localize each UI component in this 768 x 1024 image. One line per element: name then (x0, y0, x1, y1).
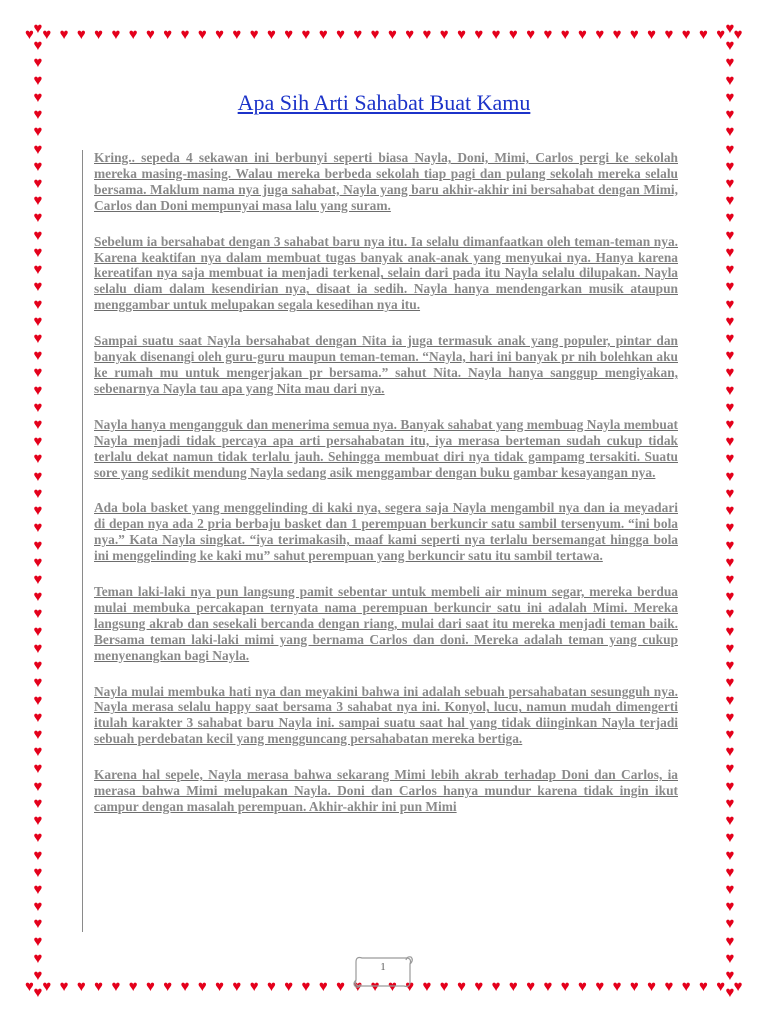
paragraph: Sebelum ia bersahabat dengan 3 sahabat baru nya itu. Ia selalu dimanfaatkan oleh teman-teman nya. Karena keaktifan nya dalam membuat tugas banyak anak-anak yang menyukai nya. Hanya karena kereatifan nya saja membuat ia menjadi terkenal, selain dari pada itu Nayla selalu dilupakan. Nayla selalu diam dalam kesendirian nya, disaat ia sedih. Nayla hanya mendengarkan musik ataupun menggambar untuk melupakan segala kesedihan nya itu. (94, 233, 678, 313)
paragraph: Ada bola basket yang menggelinding di kaki nya, segera saja Nayla mengambil nya dan ia meyadari di depan nya ada 2 pria berbaju basket dan 1 perempuan berkuncir satu sambil tersenyum. “ini bola nya.” Kata Nayla singkat. “iya terimakasih, maaf kami seperti nya terlalu bersemangat hingga bola ini menggelinding ke kaki mu” sahut perempuan yang berkuncir satu itu sambil tertawa. (94, 500, 678, 564)
heart-icon: ♥ (33, 434, 43, 451)
heart-icon: ♥ (405, 979, 415, 995)
heart-icon: ♥ (33, 899, 43, 916)
heart-icon: ♥ (336, 979, 346, 995)
heart-icon: ♥ (301, 27, 311, 43)
story-body (82, 150, 678, 932)
heart-icon: ♥ (33, 365, 43, 382)
heart-icon: ♥ (612, 979, 622, 995)
heart-icon: ♥ (725, 468, 735, 485)
heart-icon: ♥ (716, 27, 726, 43)
heart-icon: ♥ (33, 72, 43, 89)
heart-icon: ♥ (629, 27, 639, 43)
heart-icon: ♥ (249, 27, 259, 43)
heart-icon: ♥ (474, 979, 484, 995)
heart-icon: ♥ (578, 979, 587, 995)
heart-icon: ♥ (725, 21, 735, 37)
heart-icon: ♥ (560, 979, 570, 995)
heart-icon: ♥ (725, 348, 735, 365)
heart-icon: ♥ (318, 979, 328, 995)
heart-icon: ♥ (33, 227, 43, 244)
heart-icon: ♥ (33, 589, 43, 606)
heart-icon: ♥ (647, 27, 657, 43)
heart-icon: ♥ (163, 979, 173, 995)
heart-icon: ♥ (59, 27, 69, 43)
heart-icon: ♥ (33, 761, 43, 778)
heart-icon: ♥ (526, 27, 536, 43)
heart-icon: ♥ (33, 572, 43, 588)
heart-icon: ♥ (595, 27, 605, 43)
heart-icon: ♥ (725, 589, 735, 606)
heart-icon: ♥ (284, 979, 294, 995)
heart-icon: ♥ (699, 979, 708, 995)
heart-icon: ♥ (301, 979, 311, 995)
heart-icon: ♥ (725, 262, 735, 279)
heart-icon: ♥ (595, 979, 605, 995)
heart-icon: ♥ (725, 227, 735, 244)
heart-icon: ♥ (33, 830, 43, 847)
heart-icon: ♥ (725, 244, 735, 261)
heart-border-right (722, 22, 738, 1002)
heart-icon: ♥ (33, 658, 43, 675)
heart-icon: ♥ (725, 107, 735, 124)
heart-icon: ♥ (725, 899, 735, 916)
heart-icon: ♥ (422, 979, 432, 995)
heart-icon: ♥ (33, 158, 43, 175)
heart-icon: ♥ (33, 21, 43, 37)
heart-icon: ♥ (33, 985, 43, 1002)
heart-icon: ♥ (725, 761, 735, 778)
heart-icon: ♥ (33, 296, 43, 313)
heart-icon: ♥ (215, 979, 225, 995)
heart-icon: ♥ (725, 813, 735, 830)
heart-icon: ♥ (146, 979, 155, 995)
heart-icon: ♥ (33, 933, 43, 950)
heart-icon: ♥ (725, 382, 735, 399)
heart-icon: ♥ (33, 864, 43, 881)
heart-icon: ♥ (33, 175, 43, 192)
heart-icon: ♥ (25, 979, 34, 995)
heart-icon: ♥ (725, 124, 735, 141)
heart-icon: ♥ (33, 210, 43, 227)
heart-icon: ♥ (725, 434, 735, 451)
heart-icon: ♥ (725, 89, 735, 106)
heart-icon: ♥ (725, 365, 735, 382)
heart-icon: ♥ (25, 27, 34, 43)
heart-icon: ♥ (33, 89, 43, 106)
heart-icon: ♥ (33, 692, 43, 709)
heart-icon: ♥ (128, 27, 138, 43)
heart-icon: ♥ (439, 27, 449, 43)
heart-icon: ♥ (725, 417, 735, 434)
heart-icon: ♥ (725, 744, 735, 761)
heart-icon: ♥ (387, 27, 397, 43)
heart-icon: ♥ (336, 27, 346, 43)
paragraph: Teman laki-laki nya pun langsung pamit sebentar untuk membeli air minum segar, mereka berdua mulai membuka percakapan ternyata nama perempuan berkuncir satu ini adalah Mimi. Mereka langsung akrab dan sesekali bercanda dengan riang, mulai dari saat itu mereka menjadi teman baik. Bersama teman laki-laki mimi yang bernama Carlos dan doni. Mereka adalah teman yang cukup menyenangkan bagi Nayla. (94, 584, 678, 663)
heart-icon: ♥ (111, 27, 121, 43)
heart-icon: ♥ (370, 979, 380, 995)
heart-icon: ♥ (457, 27, 466, 43)
heart-icon: ♥ (491, 27, 501, 43)
heart-icon: ♥ (33, 726, 43, 743)
heart-icon: ♥ (526, 979, 536, 995)
heart-icon: ♥ (508, 979, 518, 995)
heart-icon: ♥ (725, 830, 735, 847)
heart-icon: ♥ (353, 27, 363, 43)
heart-icon: ♥ (33, 141, 43, 158)
heart-icon: ♥ (629, 979, 639, 995)
heart-icon: ♥ (33, 279, 43, 296)
heart-icon: ♥ (180, 979, 190, 995)
heart-icon: ♥ (94, 979, 104, 995)
heart-icon: ♥ (33, 813, 43, 830)
paragraph: Nayla hanya mengangguk dan menerima semua nya. Banyak sahabat yang membuag Nayla membuat Nayla menjadi tidak percaya apa arti persahabatan itu, iya merasa berteman sudah cukup tidak terlalu dekat namun tidak terlalu jauh. Sehingga membuat diri nya tidak gampamg tersakiti. Suatu sore yang sedikit mendung Nayla sedang asik menggambar dengan buku gambar kesayangan nya. (94, 416, 678, 480)
heart-icon: ♥ (647, 979, 657, 995)
heart-icon: ♥ (405, 27, 415, 43)
heart-icon: ♥ (725, 158, 735, 175)
heart-icon: ♥ (681, 979, 691, 995)
heart-icon: ♥ (33, 107, 43, 124)
heart-icon: ♥ (215, 27, 225, 43)
heart-icon: ♥ (197, 27, 207, 43)
heart-icon: ♥ (725, 606, 735, 623)
heart-icon: ♥ (33, 520, 43, 537)
heart-icon: ♥ (725, 279, 735, 296)
heart-icon: ♥ (33, 881, 43, 898)
heart-icon: ♥ (59, 979, 69, 995)
heart-icon: ♥ (725, 847, 735, 864)
heart-icon: ♥ (33, 244, 43, 261)
heart-icon: ♥ (733, 979, 743, 995)
heart-icon: ♥ (33, 55, 43, 72)
heart-icon: ♥ (725, 38, 735, 55)
heart-icon: ♥ (716, 979, 726, 995)
heart-icon: ♥ (725, 950, 735, 967)
heart-icon: ♥ (491, 979, 501, 995)
heart-icon: ♥ (725, 658, 735, 675)
heart-icon: ♥ (725, 968, 735, 985)
heart-icon: ♥ (33, 382, 43, 399)
heart-icon: ♥ (612, 27, 622, 43)
heart-border-left (30, 22, 46, 1002)
heart-icon: ♥ (42, 27, 52, 43)
heart-icon: ♥ (197, 979, 207, 995)
heart-icon: ♥ (681, 27, 691, 43)
heart-icon: ♥ (180, 27, 190, 43)
heart-icon: ♥ (33, 313, 43, 330)
heart-icon: ♥ (725, 193, 735, 210)
heart-icon: ♥ (33, 485, 43, 502)
heart-icon: ♥ (725, 640, 735, 657)
heart-icon: ♥ (725, 572, 735, 588)
paragraph: Karena hal sepele, Nayla merasa bahwa sekarang Mimi lebih akrab terhadap Doni dan Carlos, ia merasa bahwa Mimi melupakan Nayla. Doni dan Carlos hanya mundur karena tidak ingin ikut campur dengan masalah perempuan. Akhir-akhir ini pun Mimi (94, 767, 678, 814)
paragraph: Sampai suatu saat Nayla bersahabat dengan Nita ia juga termasuk anak yang populer, pintar dan banyak disenangi oleh guru-guru maupun teman-teman. “Nayla, hari ini banyak pr nih bolehkan aku ke rumah mu untuk mengerjakan pr bersama.” sahut Nita. Nayla hanya sanggup mengiyakan, sebenarnya Nayla tau apa yang Nita mau dari nya. (94, 333, 678, 396)
heart-icon: ♥ (422, 27, 432, 43)
heart-icon: ♥ (33, 554, 43, 571)
heart-icon: ♥ (33, 795, 43, 812)
heart-icon: ♥ (725, 623, 735, 640)
heart-icon: ♥ (725, 795, 735, 812)
heart-icon: ♥ (128, 979, 138, 995)
heart-icon: ♥ (725, 864, 735, 881)
heart-icon: ♥ (33, 451, 43, 468)
heart-icon: ♥ (249, 979, 259, 995)
heart-icon: ♥ (725, 485, 735, 502)
heart-icon: ♥ (33, 606, 43, 623)
heart-icon: ♥ (725, 72, 735, 89)
heart-icon: ♥ (33, 640, 43, 657)
heart-icon: ♥ (94, 27, 104, 43)
heart-icon: ♥ (578, 27, 587, 43)
heart-icon: ♥ (33, 709, 43, 726)
heart-icon: ♥ (725, 141, 735, 158)
heart-icon: ♥ (664, 979, 674, 995)
heart-icon: ♥ (33, 399, 43, 416)
heart-icon: ♥ (543, 27, 553, 43)
heart-icon: ♥ (725, 675, 735, 692)
heart-border-top (22, 28, 746, 44)
paragraph: Kring.. sepeda 4 sekawan ini berbunyi seperti biasa Nayla, Doni, Mimi, Carlos pergi ke sekolah mereka masing-masing. Walau mereka berbeda sekolah tiap pagi dan pulang sekolah mereka selalu bersama. Maklum nama nya juga sahabat, Nayla yang baru akhir-akhir ini bersahabat dengan Mimi, Carlos dan Doni mempunyai masa lalu yang suram. (94, 150, 678, 213)
heart-icon: ♥ (33, 968, 43, 985)
heart-icon: ♥ (76, 979, 86, 995)
heart-icon: ♥ (232, 27, 242, 43)
heart-icon: ♥ (33, 537, 43, 554)
heart-icon: ♥ (725, 313, 735, 330)
heart-icon: ♥ (33, 417, 43, 434)
heart-icon: ♥ (725, 451, 735, 468)
heart-icon: ♥ (560, 27, 570, 43)
heart-icon: ♥ (725, 881, 735, 898)
heart-icon: ♥ (33, 847, 43, 864)
page-number: 1 (380, 961, 386, 973)
heart-icon: ♥ (33, 348, 43, 365)
heart-icon: ♥ (725, 692, 735, 709)
heart-icon: ♥ (725, 933, 735, 950)
heart-icon: ♥ (232, 979, 242, 995)
heart-icon: ♥ (387, 979, 397, 995)
heart-icon: ♥ (725, 520, 735, 537)
heart-icon: ♥ (33, 468, 43, 485)
heart-icon: ♥ (33, 744, 43, 761)
heart-icon: ♥ (543, 979, 553, 995)
heart-icon: ♥ (664, 27, 674, 43)
heart-icon: ♥ (353, 979, 363, 995)
heart-icon: ♥ (474, 27, 484, 43)
heart-icon: ♥ (33, 193, 43, 210)
heart-icon: ♥ (725, 296, 735, 313)
heart-icon: ♥ (33, 950, 43, 967)
heart-icon: ♥ (33, 124, 43, 141)
heart-icon: ♥ (725, 778, 735, 795)
heart-icon: ♥ (146, 27, 155, 43)
heart-icon: ♥ (699, 27, 708, 43)
heart-icon: ♥ (725, 554, 735, 571)
heart-icon: ♥ (33, 503, 43, 520)
heart-icon: ♥ (318, 27, 328, 43)
page-title: Apa Sih Arti Sahabat Buat Kamu (237, 90, 531, 115)
heart-icon: ♥ (76, 27, 86, 43)
heart-icon: ♥ (725, 399, 735, 416)
heart-icon: ♥ (725, 709, 735, 726)
heart-icon: ♥ (457, 979, 466, 995)
paragraph: Nayla mulai membuka hati nya dan meyakini bahwa ini adalah sebuah persahabatan sesungguh nya. Nayla merasa selalu happy saat bersama 3 sahabat nya ini. Konyol, lucu, namun mudah dimengerti itulah karakter 3 sahabat baru Nayla ini. sampai suatu saat hal yang tidak diinginkan Nayla terjadi sebuah perdebatan kecil yang mengguncang persahabatan mereka bertiga. (94, 683, 678, 747)
heart-icon: ♥ (725, 330, 735, 347)
heart-icon: ♥ (33, 262, 43, 279)
heart-icon: ♥ (725, 916, 735, 933)
heart-icon: ♥ (33, 330, 43, 347)
heart-icon: ♥ (42, 979, 52, 995)
heart-icon: ♥ (266, 979, 276, 995)
heart-icon: ♥ (33, 916, 43, 933)
heart-icon: ♥ (725, 503, 735, 520)
heart-icon: ♥ (733, 27, 743, 43)
heart-icon: ♥ (33, 623, 43, 640)
heart-icon: ♥ (111, 979, 121, 995)
heart-icon: ♥ (725, 175, 735, 192)
heart-icon: ♥ (266, 27, 276, 43)
heart-icon: ♥ (284, 27, 294, 43)
heart-icon: ♥ (163, 27, 173, 43)
heart-icon: ♥ (33, 38, 43, 55)
heart-icon: ♥ (508, 27, 518, 43)
heart-icon: ♥ (725, 55, 735, 72)
heart-icon: ♥ (33, 675, 43, 692)
heart-icon: ♥ (33, 778, 43, 795)
heart-icon: ♥ (439, 979, 449, 995)
heart-icon: ♥ (725, 985, 735, 1002)
heart-icon: ♥ (725, 210, 735, 227)
heart-icon: ♥ (725, 537, 735, 554)
heart-icon: ♥ (725, 726, 735, 743)
heart-icon: ♥ (370, 27, 380, 43)
